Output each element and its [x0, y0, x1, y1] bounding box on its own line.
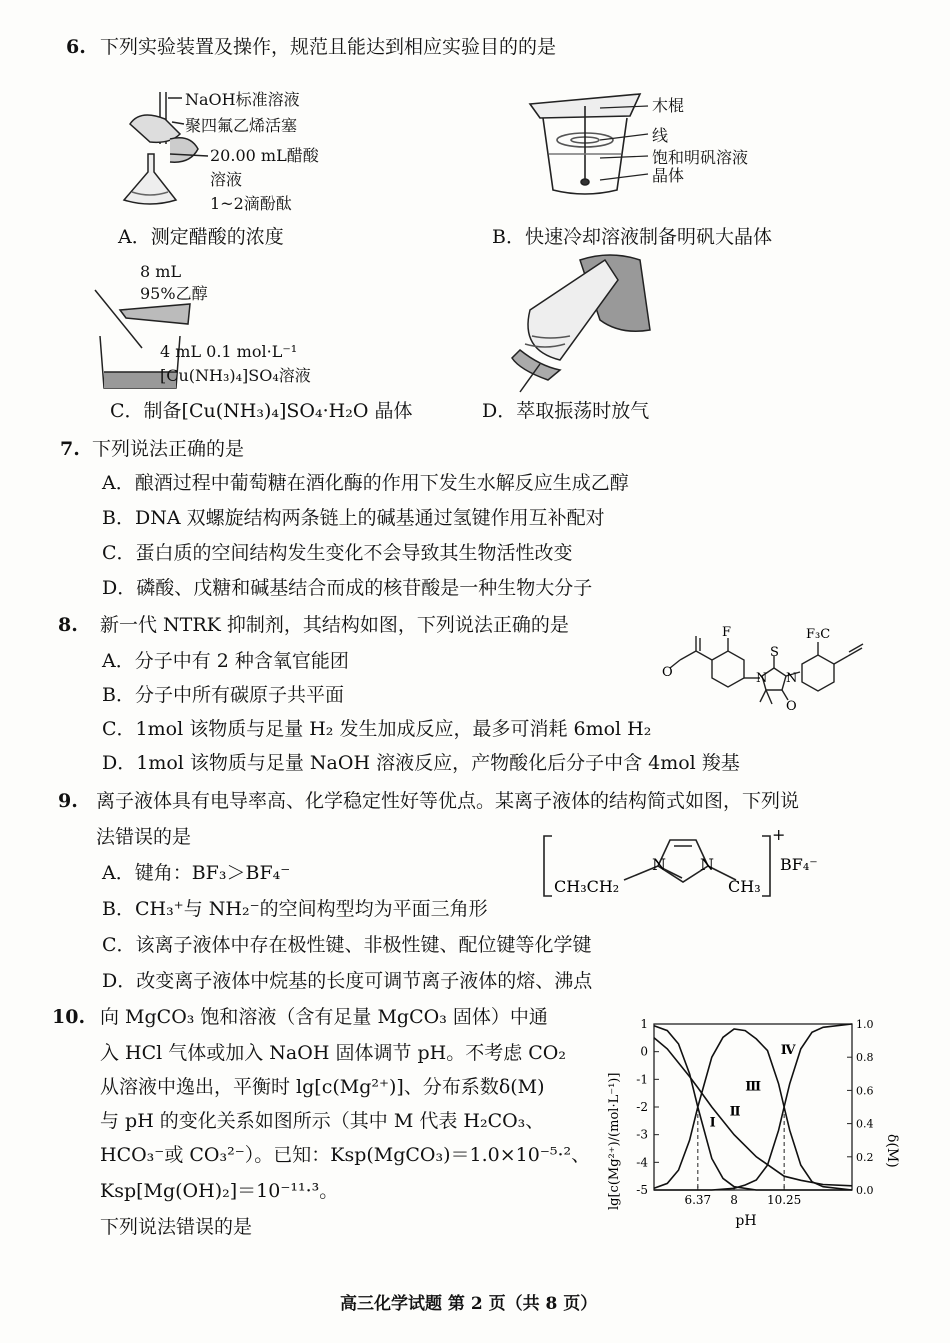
chart-frame: [654, 1024, 852, 1190]
q10-line-2: 入 HCl 气体或加入 NaOH 固体调节 pH。不考虑 CO₂: [100, 1042, 566, 1064]
bracket-right: [762, 836, 770, 896]
tick-label-x-2: 10.25: [766, 1193, 802, 1207]
series-line-4: [654, 1024, 852, 1190]
q10-line-4: 与 pH 的变化关系如图所示（其中 M 代表 H₂CO₃、: [100, 1110, 545, 1132]
tick-label-left-0: 1: [640, 1017, 648, 1031]
q10-chart: [596, 1010, 900, 1230]
atom-n-right: N: [700, 855, 714, 874]
fig-c-label-4: [Cu(NH₃)₄]SO₄溶液: [160, 366, 311, 385]
atom-n-left: N: [652, 855, 666, 874]
series-line-3: [654, 1029, 852, 1190]
tick-label-x-0: 6.37: [684, 1193, 712, 1207]
series-label-3: Ⅲ: [745, 1079, 762, 1095]
chart-xlabel: pH: [735, 1213, 757, 1229]
group-methyl: CH₃: [728, 877, 761, 896]
chart-ylabel-left: lg[c(Mg²⁺)/(mol·L⁻¹)]: [607, 1072, 622, 1210]
tick-label-right-1: 0.8: [856, 1051, 874, 1065]
conical-flask: [124, 154, 176, 204]
q10-line-7: 下列说法错误的是: [100, 1216, 253, 1238]
q9-number: 9.: [58, 790, 78, 812]
anion-bf4: BF₄⁻: [780, 855, 818, 874]
tick-label-left-1: 0: [640, 1044, 648, 1059]
fig-b-label-2: 线: [652, 126, 669, 145]
bracket-left: [544, 836, 552, 896]
fig-a-label-4: 溶液: [210, 170, 243, 189]
q6-option-d: D．萃取振荡时放气: [482, 400, 650, 422]
series-label-2: Ⅱ: [729, 1104, 741, 1120]
charge-plus: +: [772, 825, 786, 844]
fig-c-label-2: 95%乙醇: [140, 284, 208, 303]
atom-n-2: N: [786, 671, 798, 686]
fig-b-label-3: 饱和明矾溶液: [652, 148, 749, 167]
q6-option-b: B．快速冷却溶液制备明矾大晶体: [492, 226, 772, 248]
q6-stem: 下列实验装置及操作，规范且能达到相应实验目的的是: [100, 36, 557, 58]
figure-d-funnel: [500, 240, 670, 400]
tick-label-left-6: -5: [636, 1183, 648, 1197]
q8-number: 8.: [58, 614, 78, 636]
atom-o-1: O: [786, 699, 797, 714]
group-cf3: F₃C: [806, 627, 831, 642]
q8-molecule-structure: [648, 616, 888, 726]
series-label-4: Ⅳ: [780, 1042, 796, 1058]
tick-label-left-5: -4: [636, 1155, 648, 1170]
q10-line-1: 向 MgCO₃ 饱和溶液（含有足量 MgCO₃ 固体）中通: [100, 1006, 548, 1028]
fig-a-label-5: 1~2滴酚酞: [210, 194, 292, 213]
fig-a-label-2: 聚四氟乙烯活塞: [185, 116, 298, 135]
q7-option-d: D．磷酸、戊糖和碱基结合而成的核苷酸是一种生物大分子: [102, 577, 593, 599]
q9-stem-line1: 离子液体具有电导率高、化学稳定性好等优点。某离子液体的结构简式如图，下列说: [96, 790, 800, 812]
q8-stem: 新一代 NTRK 抑制剂，其结构如图，下列说法正确的是: [100, 614, 569, 636]
q7-option-b: B．DNA 双螺旋结构两条链上的碱基通过氢键作用互补配对: [102, 507, 605, 529]
q8-option-b: B．分子中所有碳原子共平面: [102, 684, 344, 706]
tick-label-right-4: 0.2: [856, 1150, 874, 1164]
q9-option-a: A．键角：BF₃＞BF₄⁻: [102, 862, 291, 884]
tick-label-left-2: -1: [636, 1072, 648, 1087]
chart-ylabel-right: δ(M): [884, 1134, 900, 1168]
q8-option-c: C．1mol 该物质与足量 H₂ 发生加成反应，最多可消耗 6mol H₂: [102, 718, 652, 740]
tick-label-left-3: -2: [636, 1100, 648, 1114]
fig-a-label-3: 20.00 mL醋酸: [210, 146, 319, 165]
series-label-1: Ⅰ: [709, 1115, 716, 1131]
benzene-ring-right: [802, 655, 834, 691]
page-footer: 高三化学试题 第 2 页（共 8 页）: [340, 1294, 598, 1314]
tick-label-right-0: 1.0: [856, 1018, 874, 1031]
hand-right: [170, 138, 198, 162]
q6-number: 6.: [66, 36, 86, 58]
q9-stem-line2: 法错误的是: [96, 826, 192, 848]
tick-label-right-3: 0.4: [856, 1117, 874, 1131]
graduated-cylinder: [120, 304, 190, 324]
q8-option-d: D．1mol 该物质与足量 NaOH 溶液反应，产物酸化后分子中含 4mol 羧基: [102, 752, 740, 774]
q9-option-c: C．该离子液体中存在极性键、非极性键、配位键等化学键: [102, 934, 592, 956]
group-ethyl: CH₃CH₂: [554, 877, 620, 896]
q6-option-a: A．测定醋酸的浓度: [118, 226, 284, 248]
tick-label-right-5: 0.0: [856, 1184, 874, 1197]
q6-option-c: C．制备[Cu(NH₃)₄]SO₄·H₂O 晶体: [110, 400, 413, 422]
tick-label-x-1: 8: [730, 1193, 738, 1207]
atom-f: F: [722, 625, 732, 640]
tick-label-left-4: -3: [636, 1127, 648, 1142]
q10-line-3: 从溶液中逸出，平衡时 lg[c(Mg²⁺)]、分布系数δ(M): [100, 1076, 545, 1098]
q7-stem: 下列说法正确的是: [92, 438, 245, 460]
q7-number: 7.: [60, 438, 80, 460]
fig-c-label-3: 4 mL 0.1 mol·L⁻¹: [160, 342, 298, 361]
fig-b-label-1: 木棍: [652, 96, 685, 115]
q9-option-d: D．改变离子液体中烷基的长度可调节离子液体的熔、沸点: [102, 970, 593, 992]
atom-o-2: O: [662, 665, 673, 680]
series-line-2: [654, 1026, 852, 1190]
q7-option-a: A．酿酒过程中葡萄糖在酒化酶的作用下发生水解反应生成乙醇: [102, 472, 629, 494]
q8-option-a: A．分子中有 2 种含氧官能团: [102, 650, 349, 672]
q10-line-5: HCO₃⁻或 CO₃²⁻）。已知：Ksp(MgCO₃)＝1.0×10⁻⁵·²、: [100, 1144, 591, 1166]
fig-b-label-4: 晶体: [652, 166, 685, 185]
benzene-ring-left: [712, 651, 744, 687]
q10-number: 10.: [52, 1006, 86, 1028]
q9-ionic-liquid-structure: [540, 826, 840, 906]
q7-option-c: C．蛋白质的空间结构发生变化不会导致其生物活性改变: [102, 542, 573, 564]
fig-a-label-1: NaOH标准溶液: [185, 90, 300, 109]
crystal: [581, 179, 589, 185]
tick-label-right-2: 0.6: [856, 1084, 874, 1098]
fig-c-label-1: 8 mL: [140, 262, 182, 281]
atom-s: S: [770, 645, 779, 660]
atom-n-1: N: [756, 671, 768, 686]
q9-option-b: B．CH₃⁺与 NH₂⁻的空间构型均为平面三角形: [102, 898, 488, 920]
q10-line-6: Ksp[Mg(OH)₂]＝10⁻¹¹·³。: [100, 1180, 339, 1202]
